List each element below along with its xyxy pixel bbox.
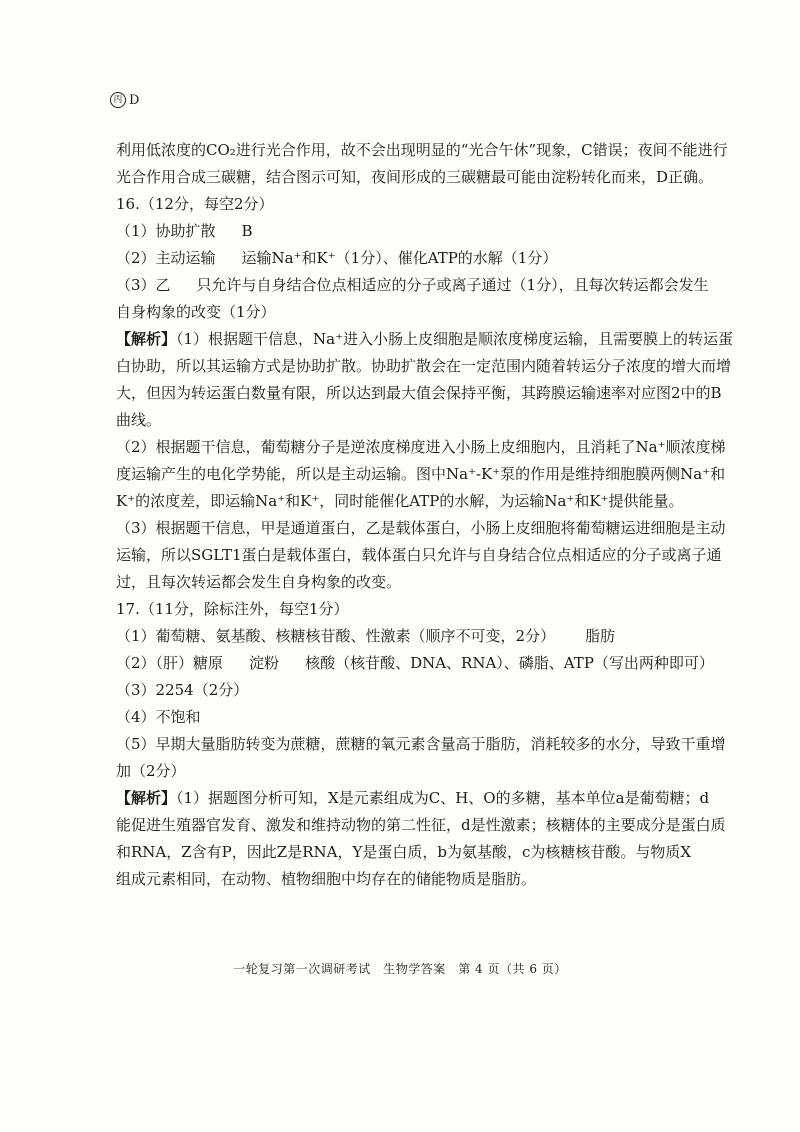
analysis-line: 【解析】（1）根据题干信息，Na⁺进入小肠上皮细胞是顺浓度梯度运输，且需要膜上的转运蛋 — [116, 330, 734, 348]
text-line: 大，但因为转运蛋白数量有限，所以达到最大值会保持平衡，其跨膜运输速率对应图2中的B — [116, 384, 722, 402]
text-line: 光合作用合成三碳糖，结合图示可知，夜间形成的三碳糖最可能由淀粉转化而来，D正确。 — [116, 168, 714, 186]
text-line: （2）根据题干信息，葡萄糖分子是逆浓度梯度进入小肠上皮细胞内，且消耗了Na⁺顺浓度梯 — [116, 438, 726, 456]
text-line: 能促进生殖器官发育、激发和维持动物的第二性征，d是性激素；核糖体的主要成分是蛋白质 — [116, 816, 726, 834]
analysis-tag: 【解析】 — [116, 789, 177, 807]
answer-line: （2）（肝）糖原 淀粉 核酸（核苷酸、DNA、RNA）、磷脂、ATP（写出两种即可） — [116, 654, 714, 672]
question-marker — [110, 92, 139, 108]
analysis-line: 【解析】（1）据题图分析可知，X是元素组成为C、H、O的多糖，基本单位a是葡萄糖；d — [116, 789, 710, 807]
answer-line: （1）葡萄糖、氨基酸、核糖核苷酸、性激素（顺序不可变，2分） 脂肪 — [116, 627, 616, 645]
text-line: 和RNA，Z含有P，因此Z是RNA，Y是蛋白质，b为氨基酸，c为核糖核苷酸。与物质X — [116, 843, 692, 861]
answer-line: （4）不饱和 — [116, 708, 201, 726]
question-heading: 17.（11分，除标注外，每空1分） — [116, 600, 349, 618]
text-line: 过，且每次转运都会发生自身构象的改变。 — [116, 573, 402, 591]
text-line: 加（2分） — [116, 762, 186, 780]
answer-line: （3）乙 只允许与自身结合位点相适应的分子或离子通过（1分），且每次转运都会发生 — [116, 276, 709, 294]
answer-line: （2）主动运输 运输Na⁺和K⁺（1分）、催化ATP的水解（1分） — [116, 249, 558, 267]
circled-char: 丙 — [110, 92, 126, 108]
text-line: K⁺的浓度差，即运输Na⁺和K⁺，同时能催化ATP的水解，为运输Na⁺和K⁺提供能量。 — [116, 492, 684, 510]
text-line: 自身构象的改变（1分） — [116, 303, 276, 321]
answer-line: （5）早期大量脂肪转变为蔗糖，蔗糖的氧元素含量高于脂肪，消耗较多的水分，导致干重增 — [116, 735, 726, 753]
text-line: 度运输产生的电化学势能，所以是主动运输。图中Na⁺-K⁺泵的作用是维持细胞膜两侧Na⁺和 — [116, 465, 726, 483]
answer-line: （1）协助扩散 B — [116, 222, 253, 240]
text-line: 曲线。 — [116, 411, 162, 429]
marker-letter: D — [129, 92, 140, 108]
page-footer: 一轮复习第一次调研考试 生物学答案 第 4 页（共 6 页） — [233, 962, 567, 976]
text-line: 利用低浓度的CO₂进行光合作用，故不会出现明显的“光合午休”现象，C错误；夜间不能进行 — [116, 141, 728, 159]
text-line: 运输，所以SGLT1蛋白是载体蛋白，载体蛋白只允许与自身结合位点相适应的分子或离子通 — [116, 546, 722, 564]
text-line: （3）根据题干信息，甲是通道蛋白，乙是载体蛋白，小肠上皮细胞将葡萄糖运进细胞是主动 — [116, 519, 726, 537]
question-heading: 16.（12分，每空2分） — [116, 195, 274, 213]
answer-line: （3）2254（2分） — [116, 681, 249, 699]
text-line: 组成元素相同，在动物、植物细胞中均存在的储能物质是脂肪。 — [116, 870, 537, 888]
analysis-tag: 【解析】 — [116, 330, 177, 348]
text-line: 白协助，所以其运输方式是协助扩散。协助扩散会在一定范围内随着转运分子浓度的增大而增 — [116, 357, 732, 375]
